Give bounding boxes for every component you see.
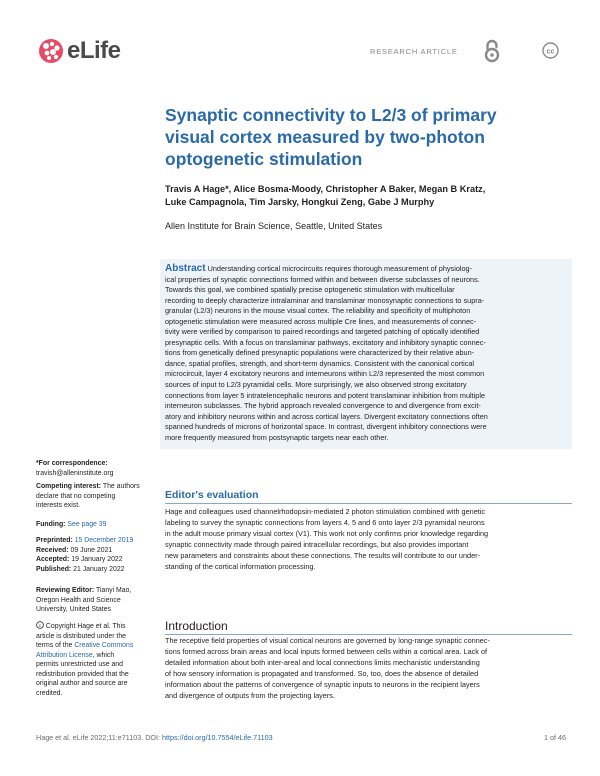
introduction-line: information about the patterns of convergence of synaptic inputs to neurons in the recipient layers (165, 679, 480, 689)
introduction-line: detailed information about both inter-areal and local connections limits mechanistic understanding (165, 657, 480, 667)
page-number: 1 of 46 (544, 733, 566, 742)
abstract-line: tivity were verified by comparison to paired recordings and targeted patching of optically identified (165, 327, 480, 337)
abstract-line: Towards this goal, we combined spatially precise optogenetic stimulation with multicellular (165, 285, 455, 295)
svg-text:c: c (38, 622, 42, 628)
doi-label: DOI: (145, 733, 161, 742)
abstract-line: presynaptic cells. With a focus on translaminar pathways, excitatory and inhibitory synaptic connec- (165, 337, 486, 347)
abstract-line: sources of input to L2/3 pyramidal cells. More surprisingly, we also observed strong excitatory (165, 380, 467, 390)
doi-link[interactable]: https://doi.org/10.7554/eLife.71103 (162, 733, 273, 742)
elife-logo-icon (38, 38, 64, 64)
abstract-line: spanned hundreds of microns of horizontal space. In contrast, divergent inhibitory connections were (165, 422, 487, 432)
reviewing-editor-text: Oregon Health and Science (36, 596, 121, 604)
introduction-line: The receptive field properties of visual cortical neurons are governed by long-range synaptic connec- (165, 636, 490, 645)
copyright-text: permits unrestricted use and (36, 661, 123, 668)
evaluation-line: Hage and colleagues used channelrhodopsin-mediated 2 photon stimulation combined with genetic (165, 507, 486, 516)
evaluation-line: labeling to survey the synaptic connections from layers 4, 5 and 6 onto layer 2/3 pyramidal neurons (165, 517, 485, 527)
abstract-box (160, 259, 572, 449)
abstract-line: dance, spatial profiles, strength, and short-term dynamics. Consistent with the canonical cortical (165, 358, 475, 368)
evaluation-heading: Editor's evaluation (165, 489, 259, 501)
copyright-text: redistribution provided that the (36, 670, 129, 678)
competing-interest-block (36, 482, 146, 511)
authors-line: Travis A Hage*, Alice Bosma-Moody, Christopher A Baker, Megan B Kratz, (165, 184, 486, 194)
competing-interest-text: The authors (102, 483, 140, 490)
introduction-text (165, 636, 572, 701)
reviewing-editor-label: Reviewing Editor: (36, 587, 95, 594)
license-link[interactable]: Creative Commons (74, 642, 134, 649)
introduction-heading: Introduction (165, 619, 228, 633)
copyright-icon (36, 621, 44, 629)
section-divider (165, 503, 572, 504)
article-title (165, 104, 565, 170)
funding-block (36, 520, 146, 530)
copyright-text: original author and source are (36, 680, 128, 687)
introduction-line: of how sensory information is propagated and transformed. So, too, does the absence of detailed (165, 668, 479, 678)
section-divider (165, 634, 572, 635)
copyright-block (36, 621, 146, 698)
copyright-text: , which (92, 651, 115, 659)
funding-label: Funding: (36, 521, 66, 528)
received-label: Received: (36, 546, 69, 554)
svg-text:cc: cc (546, 48, 555, 56)
copyright-text: terms of the (36, 642, 73, 649)
evaluation-line: new parameters and constraints about these connections. The results will contribute to our under- (165, 550, 481, 560)
evaluation-line: in the adult mouse primary visual cortex (V1). This work not only confirms prior knowledge regarding (165, 528, 489, 538)
received-date: 09 June 2021 (70, 546, 113, 554)
abstract-line: more frequently measured from postsynaptic targets near each other. (165, 432, 389, 442)
abstract-line: interneuron subclasses. The hybrid approach revealed convergence to and divergence from excit- (165, 401, 481, 411)
copyright-text: article is distributed under the (36, 632, 127, 640)
accepted-date: 19 January 2022 (71, 556, 123, 563)
affiliation: Allen Institute for Brain Science, Seattle, United States (165, 221, 383, 231)
title-line: optogenetic stimulation (165, 149, 363, 169)
authors-line: Luke Campagnola, Tim Jarsky, Hongkui Zeng, Gabe J Murphy (165, 197, 435, 207)
footer-citation (36, 733, 273, 742)
accepted-label: Accepted: (36, 556, 70, 563)
correspondence-email[interactable]: travish@alleninstitute.org (36, 469, 114, 477)
abstract-line: granular (L2/3) neurons in the mouse visual cortex. The reliability and specificity of multiphoton (165, 306, 471, 316)
funding-link[interactable]: See page 39 (67, 521, 107, 528)
preprinted-link[interactable]: 15 December 2019 (74, 537, 134, 544)
title-line: Synaptic connectivity to L2/3 of primary (165, 105, 497, 125)
competing-interest-label: Competing interest: (36, 483, 102, 490)
abstract-text (165, 264, 566, 443)
abstract-line: connections from layer 5 intratelencephalic neurons and potent translaminar inhibition from multiple (165, 390, 486, 400)
introduction-line: and divergence of outputs from the projecting layers. (165, 690, 335, 700)
license-link[interactable]: Attribution License (36, 651, 93, 659)
abstract-line: Understanding cortical microcircuits requires thorough measurement of physiolog- (207, 264, 473, 273)
dates-block (36, 536, 146, 574)
reviewing-editor-text: University, United States (36, 606, 111, 613)
evaluation-text (165, 507, 572, 572)
abstract-line: microcircuit, layer 4 excitatory neurons and interneurons within L2/3 represented the most common (165, 369, 485, 379)
abstract-line: atory and inhibitory neurons within and across cortical layers. Divergent excitatory connections often (165, 411, 488, 421)
citation-text: Hage et al. eLife 2022;11:e71103. (36, 733, 144, 742)
abstract-line: optogenetic stimulation were measured across multiple Cre lines, and measurements of connec- (165, 316, 477, 326)
published-label: Published: (36, 565, 72, 573)
title-line: visual cortex measured by two-photon (165, 127, 485, 147)
abstract-heading: Abstract (165, 263, 206, 274)
preprinted-label: Preprinted: (36, 537, 73, 544)
author-list (165, 183, 565, 209)
abstract-line: tions from genetically defined presynaptic populations were characterized by their relative abun- (165, 348, 475, 358)
correspondence-label: *For correspondence: (36, 460, 108, 467)
correspondence-block (36, 459, 146, 478)
article-type-label: RESEARCH ARTICLE (370, 47, 458, 56)
reviewing-editor-block (36, 586, 146, 615)
evaluation-line: synaptic connectivity made through paired intracellular recordings, but also provides important (165, 539, 469, 549)
elife-logo-text: eLife (67, 37, 121, 64)
competing-interest-text: interests exist. (36, 502, 81, 509)
competing-interest-text: declare that no competing (36, 492, 116, 500)
abstract-line: recording to deeply characterize intralaminar and translaminar monosynaptic connections to supra- (165, 295, 485, 305)
reviewing-editor-text: Tianyi Mao, (96, 587, 132, 594)
open-access-icon (483, 39, 501, 63)
published-date: 21 January 2022 (73, 565, 125, 573)
abstract-line: ical properties of synaptic connections formed within and between diverse subclasses of neurons. (165, 274, 480, 284)
copyright-text: Copyright Hage et al. This (45, 623, 126, 630)
copyright-text: credited. (36, 689, 63, 697)
introduction-line: tions formed across brain areas and local inputs formed between cells within a cortical area. Lack of (165, 646, 488, 656)
elife-logo[interactable] (38, 37, 148, 65)
creative-commons-icon (542, 42, 559, 59)
evaluation-line: standing of the cortical information processing. (165, 561, 316, 571)
